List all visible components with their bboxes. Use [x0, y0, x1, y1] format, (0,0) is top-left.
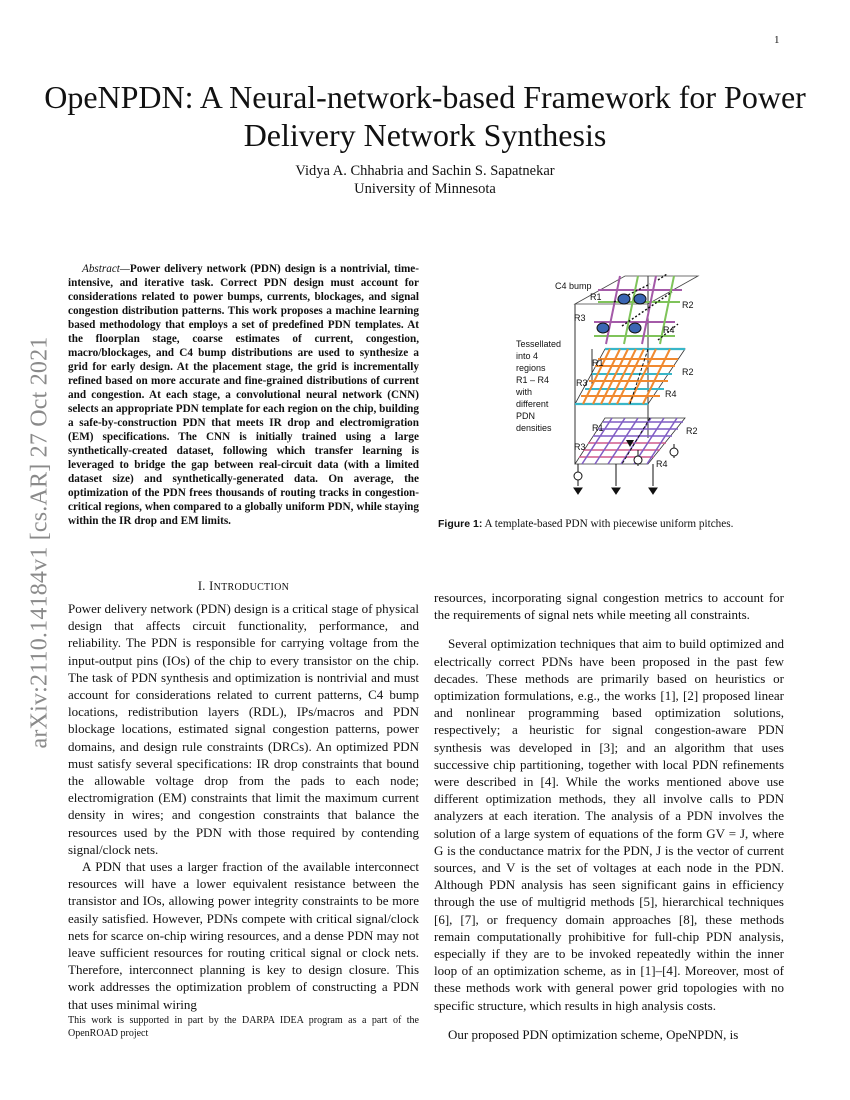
label-r2-top: R2: [682, 300, 694, 310]
abstract-label: Abstract: [82, 263, 120, 275]
label-r3-bot: R3: [574, 442, 586, 452]
svg-text:into 4: into 4: [516, 351, 539, 361]
abstract: Abstract—Power delivery network (PDN) design is a nontrivial, time-intensive, and iterative task. Correct PDN design must account for considerations related to power bumps, currents, blockages, and signal congestion distribution patterns. This work proposes a machine learning based methodology that employs a set of predefined PDN templates. At the floorplan stage, coarse estimates of current, congestion, macro/blockages, and C4 bump distributions are used to synthesize a grid for early design. At the placement stage, the grid is incrementally refined based on more accurate and fine-grained distributions of current and congestion. At each stage, a convolutional neural network (CNN) selects an appropriate PDN template for each region on the chip, building a safe-by-construction PDN that meets IR drop and electromigration (EM) specifications. The CNN is initially trained using a large synthetically-created dataset, following which transfer learning is leveraged to bridge the gap between real-circuit data (with a limited dataset size) and synthetically-generated data. On average, the optimization of the PDN frees thousands of routing tracks in congestion-critical regions, when compared to a globally uniform PDN, while staying within the IR drop and EM limits.: [68, 263, 419, 527]
paragraph: A PDN that uses a larger fraction of the available interconnect resources will have a lower equivalent resistance between the transistor and IOs, allowing power integrity constraints to be more easily satisfied. However, PDNs compete with critical signal/clock nets for scarce on-chip wiring resources, and a dense PDN may not leave sufficient resources for routing critical signal or clock nets. Therefore, interconnect planning is key to design closure. This work addresses the optimization problem of constructing a PDN that uses minimal wiring: [68, 859, 419, 1012]
svg-text:PDN: PDN: [516, 411, 536, 421]
paper-title: OpeNPDN: A Neural-network-based Framework for Power Delivery Network Synthesis: [44, 79, 806, 153]
footnote: This work is supported in part by the DARPA IDEA program as a part of the OpenROAD project: [68, 1015, 419, 1039]
figure-caption-text: A template-based PDN with piecewise uniform pitches.: [482, 518, 734, 530]
paragraph: resources, incorporating signal congestion metrics to account for the requirements of signal nets while meeting all constraints.: [434, 590, 784, 623]
top-layer-grid: [575, 274, 698, 344]
svg-text:with: with: [516, 387, 533, 397]
svg-text:regions: regions: [516, 363, 546, 373]
abstract-text: Power delivery network (PDN) design is a nontrivial, time-intensive, and iterative task. Correct PDN design must account for considerations related to power bumps, currents, blockages, and signal congestion distribution patterns. This work proposes a machine learning based methodology that employs a set of predefined PDN templates. At the floorplan stage, coarse estimates of current, congestion, macro/blockages, and C4 bump distributions are used to synthesize a grid for early design. At the placement stage, the grid is incrementally refined based on more accurate and fine-grained distributions of current and congestion. At each stage, a convolutional neural network (CNN) selects an appropriate PDN template for each region on the chip, building a safe-by-construction PDN that meets IR drop and electromigration (EM) specifications. The CNN is initially trained using a large synthetically-created dataset, following which transfer learning is leveraged to bridge the gap between real-circuit data (with a limited dataset size) and synthetically-generated data. On average, the optimization of the PDN frees thousands of routing tracks in congestion-critical regions, when compared to a globally uniform PDN, while staying within the IR drop and EM limits.: [68, 263, 419, 527]
c4-bump-3: [597, 323, 609, 333]
arxiv-watermark: [20, 295, 60, 790]
label-r1-top: R1: [590, 292, 602, 302]
pdn-figure: [510, 274, 710, 506]
c4-bump-4: [629, 323, 641, 333]
label-r1-mid: R1: [592, 358, 604, 368]
arxiv-id: arXiv:2110.14184v1 [cs.AR] 27 Oct 2021: [26, 336, 53, 749]
left-column: [68, 600, 419, 1013]
paragraph: Our proposed PDN optimization scheme, OpeNPDN, is: [448, 1026, 739, 1042]
author-block: [0, 162, 850, 198]
authors: Vidya A. Chhabria and Sachin S. Sapatnekar: [295, 163, 555, 179]
svg-text:different: different: [516, 399, 549, 409]
label-r1-bot: R1: [592, 423, 604, 433]
label-r4-bot: R4: [656, 459, 668, 469]
section-heading: I. INTRODUCTION: [197, 579, 290, 593]
svg-text:Tessellated: Tessellated: [516, 339, 562, 349]
svg-text:densities: densities: [516, 423, 552, 433]
right-column: [434, 589, 784, 1043]
label-r3-mid: R3: [576, 378, 588, 388]
label-r2-bot: R2: [686, 426, 698, 436]
figure-caption-label: Figure 1:: [438, 518, 483, 530]
label-c4-bump: C4 bump: [555, 281, 592, 291]
label-r3-top: R3: [574, 313, 586, 323]
label-r2-mid: R2: [682, 367, 694, 377]
svg-text:R1 – R4: R1 – R4: [516, 375, 550, 385]
tessellated-note: [515, 339, 561, 433]
label-r4-top: R4: [663, 325, 675, 335]
c4-bump-2: [634, 294, 646, 304]
affiliation: University of Minnesota: [354, 181, 496, 197]
page-number: 1: [774, 34, 780, 46]
c4-bump-1: [618, 294, 630, 304]
figure-caption: [438, 518, 798, 530]
paragraph: Power delivery network (PDN) design is a critical stage of physical design that affects circuit functionality, performance, and reliability. The PDN is responsible for carrying voltage from the input-output pins (IOs) of the chip to every transistor on the chip. The task of PDN synthesis and optimization is nontrivial and must account for considerations related to current patterns, C4 bump locations, redistribution layers (RDL), IPs/macros and PDN blockage locations, estimated signal congestion patterns, power domains, and design rule constraints (DRCs). An optimized PDN must satisfy several specifications: IR drop constraints that bound the allowable voltage drop from the pads to each node; electromigration (EM) constraints that limit the maximum current density in wires; and congestion constraints that balance the resources used by the PDN with those required by contending signal/clock nets.: [68, 601, 419, 857]
label-r4-mid: R4: [665, 389, 677, 399]
paragraph: Several optimization techniques that aim to build optimized and electrically correct PDNs have been proposed in the past few decades. These methods are primarily based on heuristics or optimization formulations, e.g., the works [1], [2] proposed linear and nonlinear programming based optimization solutions, respectively; a heuristic for signal congestion-aware PDN synthesis was developed in [3]; and an algorithm that uses successive chip partitioning, together with local PDN refinements were described in [4]. While the works mentioned above use different optimization methods, they all involve calls to PDN analyzers at each iteration. The analysis of a PDN involves the solution of a large system of equations of the form GV = J, where G is the conductance matrix for the PDN, J is the vector of current sources, and V is the set of voltages at each node in the PDN. Although PDN analysis has seen significant gains in efficiency through the use of multigrid methods [5], hierarchical techniques [6], [7], or frequency domain approaches [8], these methods remain computationally prohibitive for full-chip PDN analysis, especially if they are to be invoked repeatedly within the inner loop of an optimization scheme, as in [1]–[4]. Moreover, most of these methods work with general power grid topologies with no specific structure, which results in high analysis costs.: [434, 636, 784, 1013]
